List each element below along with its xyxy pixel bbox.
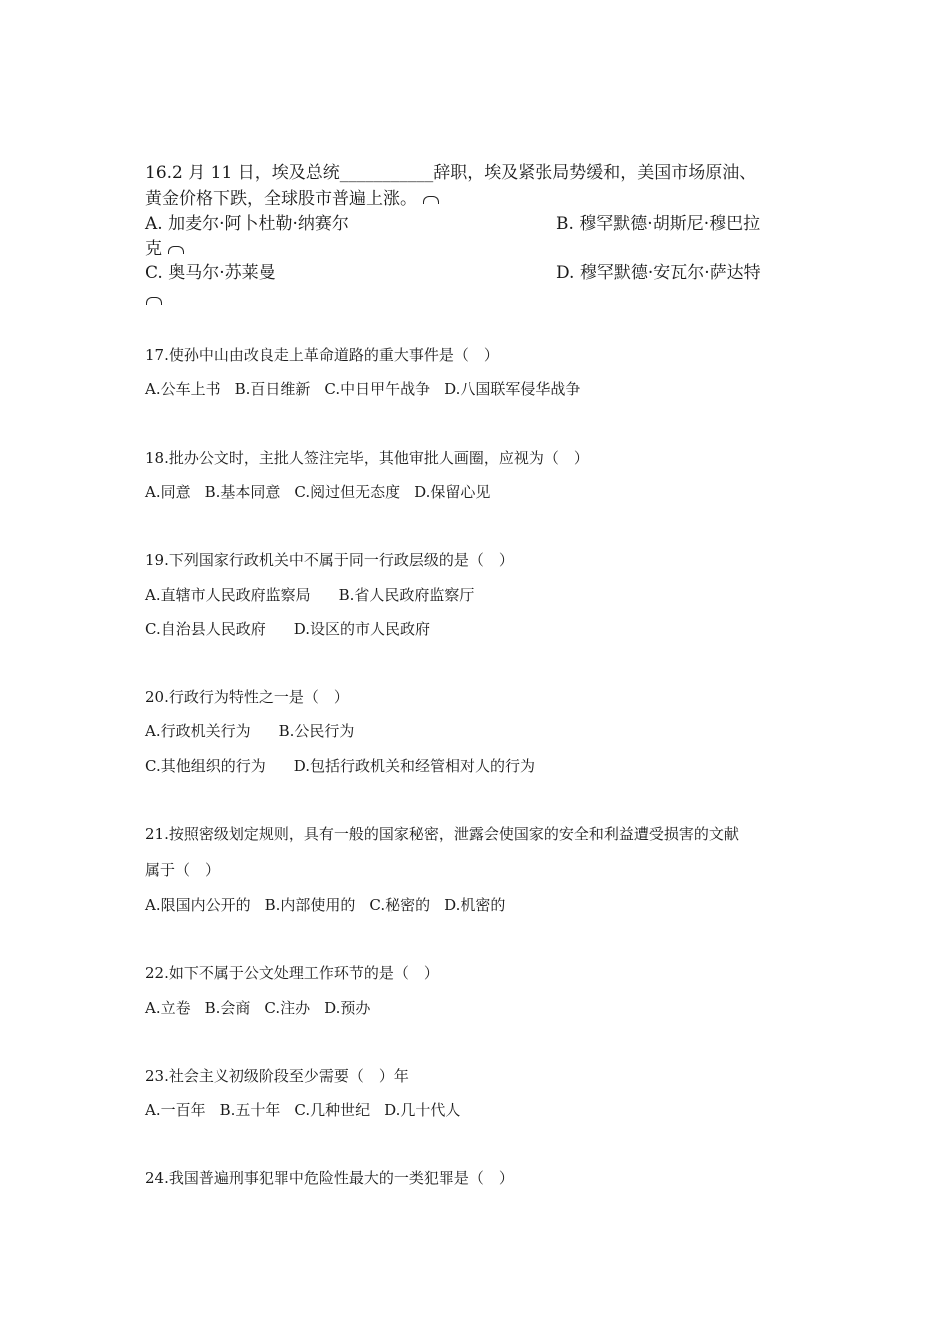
- question-21-option-b: B.内部使用的: [264, 896, 356, 914]
- question-19-options-row1: [145, 584, 474, 605]
- question-17-options: [145, 378, 580, 399]
- question-16-option-a: A. 加麦尔·阿卜杜勒·纳赛尔: [145, 214, 349, 234]
- return-mark-icon: [423, 196, 439, 204]
- question-21-options: [145, 894, 505, 915]
- question-22-option-d: D.预办: [324, 999, 371, 1017]
- question-18-option-d: D.保留心见: [414, 483, 491, 501]
- question-18-stem: 18.批办公文时，主批人签注完毕，其他审批人画圈，应视为（ ）: [145, 449, 589, 467]
- question-20-option-b: B.公民行为: [278, 722, 355, 740]
- question-22-stem: 22.如下不属于公文处理工作环节的是（ ）: [145, 964, 439, 982]
- question-16-stem-text: 黄金价格下跌，全球股市普遍上涨。: [145, 189, 417, 209]
- question-23-option-b: B.五十年: [219, 1101, 281, 1119]
- question-22-option-c: C.注办: [264, 999, 311, 1017]
- question-18-option-b: B.基本同意: [204, 483, 281, 501]
- return-mark-icon: [168, 246, 184, 254]
- question-17-option-c: C.中日甲午战争: [324, 380, 431, 398]
- question-16-option-d: D. 穆罕默德·安瓦尔·萨达特: [556, 263, 761, 283]
- option-b-wrap-text: 克: [145, 239, 162, 259]
- question-19-options-row2: [145, 618, 430, 639]
- question-19-option-c: C.自治县人民政府: [145, 620, 266, 638]
- question-16-stem-line1: 16.2 月 11 日，埃及总统___________辞职，埃及紧张局势缓和，美国市场原油、: [145, 163, 757, 183]
- question-18-option-c: C.阅过但无态度: [294, 483, 401, 501]
- question-19-option-d: D.设区的市人民政府: [293, 620, 430, 638]
- question-21-stem-line1: 21.按照密级划定规则，具有一般的国家秘密，泄露会使国家的安全和利益遭受损害的文献: [145, 825, 739, 843]
- question-16-option-b: B. 穆罕默德·胡斯尼·穆巴拉: [556, 214, 761, 234]
- question-20-option-d: D.包括行政机关和经管相对人的行为: [293, 757, 535, 775]
- question-19-stem: 19.下列国家行政机关中不属于同一行政层级的是（ ）: [145, 551, 514, 569]
- question-16-stem-line2: [145, 184, 439, 209]
- question-23-stem: 23.社会主义初级阶段至少需要（ ）年: [145, 1067, 409, 1085]
- question-23-options: [145, 1099, 460, 1120]
- question-19-option-b: B.省人民政府监察厅: [338, 586, 475, 604]
- question-20-options-row2: [145, 755, 535, 776]
- question-19-option-a: A.直辖市人民政府监察局: [145, 586, 311, 604]
- question-20-options-row1: [145, 720, 354, 741]
- question-24-stem: 24.我国普遍刑事犯罪中危险性最大的一类犯罪是（ ）: [145, 1169, 514, 1187]
- question-17-stem: 17.使孙中山由改良走上革命道路的重大事件是（ ）: [145, 346, 499, 364]
- question-20-option-c: C.其他组织的行为: [145, 757, 266, 775]
- question-21-option-a: A.限国内公开的: [145, 896, 251, 914]
- question-23-option-c: C.几种世纪: [294, 1101, 371, 1119]
- question-22-option-a: A.立卷: [145, 999, 191, 1017]
- question-20-option-a: A.行政机关行为: [145, 722, 251, 740]
- question-22-options: [145, 997, 370, 1018]
- question-17-option-b: B.百日维新: [234, 380, 311, 398]
- question-22-option-b: B.会商: [204, 999, 251, 1017]
- question-17-option-a: A.公车上书: [145, 380, 221, 398]
- question-20-stem: 20.行政行为特性之一是（ ）: [145, 688, 349, 706]
- return-mark-icon: [146, 297, 162, 305]
- question-18-option-a: A.同意: [145, 483, 191, 501]
- question-23-option-a: A.一百年: [145, 1101, 206, 1119]
- question-21-option-c: C.秘密的: [369, 896, 431, 914]
- question-23-option-d: D.几十代人: [384, 1101, 461, 1119]
- question-16-option-c: C. 奥马尔·苏莱曼: [145, 263, 276, 283]
- question-16-option-b-wrap: [145, 234, 184, 259]
- question-17-option-d: D.八国联军侵华战争: [444, 380, 581, 398]
- question-21-stem-line2: 属于（ ）: [145, 861, 221, 879]
- question-18-options: [145, 481, 490, 502]
- question-21-option-d: D.机密的: [444, 896, 506, 914]
